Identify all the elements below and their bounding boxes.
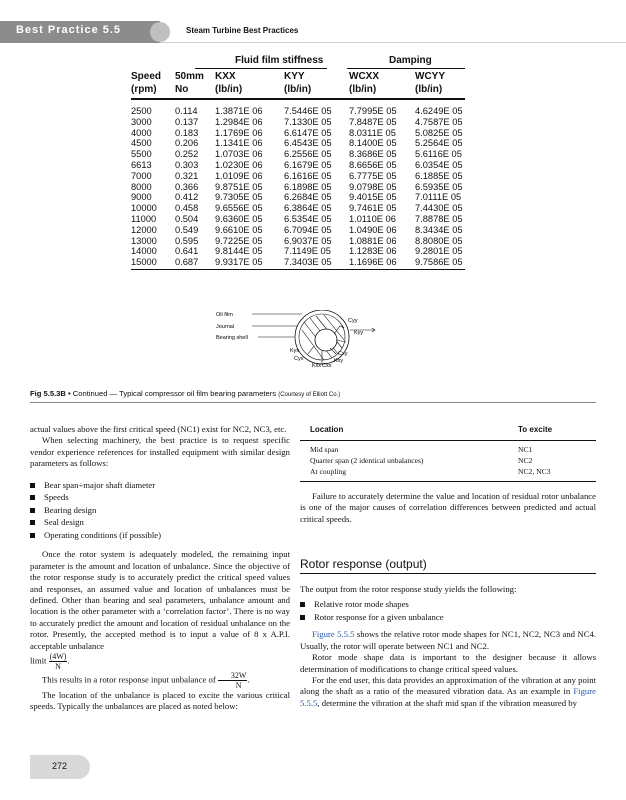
table-row <box>131 160 471 171</box>
table-cell: 7.1330E 05 <box>284 116 332 127</box>
table-cell: 1.1696E 06 <box>349 257 397 268</box>
table-cell: 6.5935E 05 <box>415 181 463 192</box>
list-item: Bearing design <box>30 505 290 516</box>
column-header-speed: Speed (rpm) <box>131 71 162 95</box>
table-row <box>131 106 471 117</box>
table-cell: 8.0311E 05 <box>349 127 396 138</box>
table-cell: 0.641 <box>175 246 199 257</box>
section-tab <box>0 21 160 43</box>
caption-text: Continued — Typical compressor oil film bearing parameters <box>72 389 277 398</box>
limit-fraction: $\frac{(4W)}{N}$ <box>49 652 67 672</box>
table-cell: 0.458 <box>175 203 199 214</box>
table-cell: 8000 <box>131 181 152 192</box>
table-cell: 5500 <box>131 149 152 160</box>
table-row <box>131 225 471 236</box>
table-cell: 7.0111E 05 <box>415 192 462 203</box>
table-cell: 4.6249E 05 <box>415 106 463 116</box>
table-cell: 1.0490E 06 <box>349 224 397 235</box>
table-cell: 0.303 <box>175 160 199 170</box>
table-cell: 9.7305E 05 <box>215 192 263 203</box>
table-row <box>131 257 471 268</box>
table-cell: 1.0110E 06 <box>349 214 396 224</box>
left-column <box>30 424 290 713</box>
figure-label: Fig 5.5.3B <box>30 389 66 398</box>
caption-bullet: • <box>68 389 71 398</box>
output-list <box>300 599 596 623</box>
table-row <box>131 117 471 128</box>
section-label: Best Practice 5.5 <box>16 24 122 36</box>
table-cell: 9.6610E 05 <box>215 224 263 235</box>
table-cell: 1.1283E 06 <box>349 246 397 257</box>
table-cell: 0.183 <box>175 127 199 138</box>
table-cell: 5.2564E 05 <box>415 138 463 149</box>
table-cell: 8.1400E 05 <box>349 138 397 149</box>
bearing-shell-label: Bearing shell <box>216 335 248 341</box>
table-cell: 9.4015E 05 <box>349 192 397 203</box>
table-cell: 0.549 <box>175 224 199 235</box>
table-cell: 15000 <box>131 257 157 268</box>
table-cell: 1.0109E 06 <box>215 170 263 181</box>
kyx-symbol: Kyx <box>290 348 300 354</box>
caption-divider <box>30 402 596 403</box>
list-item: Bear span÷major shaft diameter <box>30 480 290 491</box>
page-number-tab <box>30 755 90 779</box>
table-cell: 8.3686E 05 <box>349 149 397 160</box>
column-header-kxx: KXX (lb/in) <box>215 71 243 95</box>
table-cell: 9.7586E 05 <box>415 257 463 268</box>
excitation-bottom-rule <box>300 481 596 482</box>
right-column-top <box>300 491 596 525</box>
section-heading: Rotor response (output) <box>300 557 427 571</box>
table-cell: 7.4430E 05 <box>415 203 463 214</box>
header-divider <box>160 42 626 43</box>
table-row <box>131 149 471 160</box>
table-cell: 5.0825E 05 <box>415 127 463 138</box>
caption-credit: (Courtesy of Elliott Co.) <box>278 392 341 398</box>
paragraph-end-user: For the end user, this data provides an approximation of the vibration at any point along the shaft as a ratio of the measured vibration data. As an example in Figure 5.5.5, determine the vibration at the shaft mid span if the vibration measured by <box>300 675 597 708</box>
table-cell: 9.6360E 05 <box>215 214 263 224</box>
table-cell: 9.6556E 05 <box>215 203 263 214</box>
table-cell: 3000 <box>131 116 152 127</box>
table-cell: 6.6147E 05 <box>284 127 332 138</box>
to-excite-header: To excite <box>518 425 553 434</box>
cyx-symbol: Cyx <box>294 356 304 362</box>
cxy-symbol: Cxy <box>338 351 348 357</box>
table-cell: 6.5354E 05 <box>284 214 332 224</box>
bearing-schematic <box>214 310 424 380</box>
table-cell: 4.7587E 05 <box>415 116 463 127</box>
table-row <box>131 246 471 257</box>
table-cell: 7.7995E 05 <box>349 106 397 116</box>
design-parameter-list <box>30 480 290 542</box>
figure-link[interactable]: Figure 5.5.5 <box>300 686 597 708</box>
paragraph-output: The output from the rotor response study yields the following: <box>300 584 517 594</box>
table-cell: 9.8144E 05 <box>215 246 263 257</box>
table-cell: 0.321 <box>175 170 199 181</box>
table-row <box>131 214 471 225</box>
table-cell: 9.2801E 05 <box>415 246 463 257</box>
paragraph-unbalance-location: The location of the unbalance is placed to excite the various critical speeds. Typically the unbalances are placed as noted below: <box>30 690 290 712</box>
table-cell: 7.8878E 05 <box>415 214 463 224</box>
table-cell: 0.595 <box>175 235 199 246</box>
table-cell: 0.206 <box>175 138 199 149</box>
table-cell: 1.0881E 06 <box>349 235 397 246</box>
table-cell: 14000 <box>131 246 157 257</box>
table-cell: 8.6656E 05 <box>349 160 397 170</box>
stiffness-group-rule <box>195 68 327 69</box>
table-cell: 7.1149E 05 <box>284 246 331 257</box>
list-item: Rotor response for a given unbalance <box>300 612 596 623</box>
kxy-symbol: Kxy <box>334 358 344 364</box>
page-header <box>0 21 626 43</box>
table-cell: 9000 <box>131 192 152 203</box>
table-row <box>131 192 471 203</box>
paragraph-selecting-machinery: When selecting machinery, the best practice is to request specific vendor experience references for installed equipment with similar design parameters as follows: <box>30 435 290 469</box>
list-item: Speeds <box>30 492 290 503</box>
column-header-no: 50mm No <box>175 71 204 95</box>
excitation-header-rule <box>300 440 596 441</box>
table-cell: 9.9317E 05 <box>215 257 263 268</box>
table-cell: 7.5446E 05 <box>284 106 332 116</box>
column-header-wcxx: WCXX (lb/in) <box>349 71 379 95</box>
table-cell: 0.687 <box>175 257 199 268</box>
table-cell: 10000 <box>131 203 157 214</box>
paragraph-critical-speeds: actual values above the first critical speed (NC1) exist for NC2, NC3, etc. <box>30 424 287 434</box>
table-cell: 6613 <box>131 160 152 170</box>
table-cell: 13000 <box>131 235 157 246</box>
table-cell: 4000 <box>131 127 152 138</box>
table-cell: 0.366 <box>175 181 199 192</box>
kyy-symbol: Kyy <box>354 330 364 336</box>
table-cell: 9.7461E 05 <box>349 203 397 214</box>
column-header-wcyy: WCYY (lb/in) <box>415 71 445 95</box>
table-cell: 1.2984E 06 <box>215 116 263 127</box>
table-cell: 8.8080E 05 <box>415 235 463 246</box>
table-header-rule <box>131 98 465 100</box>
table-cell: 8.3434E 05 <box>415 224 463 235</box>
input-fraction: $\frac{32W}{N}$ <box>218 671 248 690</box>
table-cell: 11000 <box>131 214 157 224</box>
stiffness-group-title: Fluid film stiffness <box>235 55 324 66</box>
table-cell: 6.0354E 05 <box>415 160 463 170</box>
table-cell: 6.1898E 05 <box>284 181 332 192</box>
table-cell: 9.8751E 05 <box>215 181 263 192</box>
table-cell: 6.2684E 05 <box>284 192 332 203</box>
table-cell: 7.8487E 05 <box>349 116 397 127</box>
location-header: Location <box>310 425 344 434</box>
table-cell: 1.1769E 06 <box>215 127 263 138</box>
table-cell: 9.0798E 05 <box>349 181 397 192</box>
table-cell: 6.3864E 05 <box>284 203 332 214</box>
right-column <box>300 584 596 709</box>
table-cell: 6.7094E 05 <box>284 224 332 235</box>
table-cell: 1.0703E 06 <box>215 149 263 160</box>
table-cell: 0.114 <box>175 106 198 116</box>
table-cell: 1.1341E 06 <box>215 138 263 149</box>
damping-group-title: Damping <box>389 55 432 66</box>
running-title: Steam Turbine Best Practices <box>186 26 299 35</box>
table-row <box>131 236 471 247</box>
oil-film-label: Oil film <box>216 312 233 318</box>
paragraph-failure: Failure to accurately determine the value and location of residual rotor unbalance is one of the major causes of correlation differences between predicted and actual critical speeds. <box>300 491 596 524</box>
paragraph-designer: Rotor mode shape data is important to the designer because it allows determination of modifications to change critical speed values. <box>300 652 596 674</box>
section-heading-rule <box>300 573 596 574</box>
table-cell: 6.1616E 05 <box>284 170 332 181</box>
table-cell: 6.1679E 05 <box>284 160 332 170</box>
paragraph-unbalance: Once the rotor system is adequately modeled, the remaining input parameter is the amount and location of unbalance. Since the objective of the rotor response study is to accurately predict the critical speed values and responses, an assumed value and location of unbalances must be defined. Other than bearing and seal parameters, unbalance amount and location is the other parameter with a ‘correlation factor’. There is no way to accurately predict the amount and location of residual unbalance on the rotor. Presently, the accepted method is to input a value of 8 x A.P.I. acceptable unbalance <box>30 549 290 651</box>
table-cell: 2500 <box>131 106 152 116</box>
column-header-kyy: KYY (lb/in) <box>284 71 312 95</box>
table-cell: 1.0230E 06 <box>215 160 263 170</box>
table-cell: 0.504 <box>175 214 199 224</box>
table-cell: 5.6116E 05 <box>415 149 462 160</box>
table-cell: 1.3871E 06 <box>215 106 263 116</box>
cyy-symbol: Cyy <box>348 318 358 324</box>
table-cell: 9.7225E 05 <box>215 235 263 246</box>
figure-caption <box>30 389 340 398</box>
header-disc-icon <box>150 22 170 42</box>
table-cell: 6.9037E 05 <box>284 235 332 246</box>
table-row <box>131 171 471 182</box>
table-cell: 7.3403E 05 <box>284 257 332 268</box>
table-cell: 6.7775E 05 <box>349 170 397 181</box>
page-number: 272 <box>52 761 68 771</box>
figure-link[interactable]: Figure 5.5.5 <box>312 629 355 640</box>
damping-group-rule <box>347 68 465 69</box>
table-bottom-rule <box>131 269 465 270</box>
paragraph-mode-shapes: Figure 5.5.5 shows the relative rotor mode shapes for NC1, NC2, NC3 and NC4. Usually, the rotor will operate between NC1 and NC2. <box>300 629 597 651</box>
table-row <box>131 182 471 193</box>
table-row <box>131 138 471 149</box>
table-cell: 4500 <box>131 138 152 149</box>
kxx-symbol: Kxx <box>312 363 322 369</box>
table-cell: 6.4543E 05 <box>284 138 332 149</box>
table-cell: 6.2556E 05 <box>284 149 332 160</box>
list-item: Seal design <box>30 517 290 528</box>
table-cell: 6.1885E 05 <box>415 170 463 181</box>
table-cell: 0.137 <box>175 116 199 127</box>
table-row <box>131 128 471 139</box>
paragraph-response-input: This results in a rotor response input unbalance of $\frac{32W}{N}$ . <box>42 671 250 691</box>
list-item: Operating conditions (if possible) <box>30 530 290 541</box>
journal-label: Journal <box>216 324 235 330</box>
table-cell: 0.252 <box>175 149 199 160</box>
table-cell: 7000 <box>131 170 152 181</box>
table-row <box>131 203 471 214</box>
cxx-symbol: Cxx <box>322 363 332 369</box>
limit-formula: limit $\frac{(4W)}{N}$ . <box>30 652 70 672</box>
list-item: Relative rotor mode shapes <box>300 599 596 610</box>
table-cell: 12000 <box>131 224 157 235</box>
table-cell: 0.412 <box>175 192 199 203</box>
